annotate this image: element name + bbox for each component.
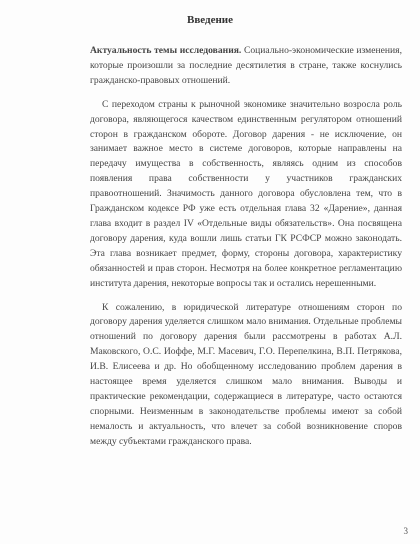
paragraph-relevance <box>90 44 402 89</box>
relevance-lead: Актуальность темы исследования. <box>90 45 242 56</box>
paragraph-literature: К сожалению, в юридической литературе отношениям сторон по договору дарения уделяется слишком мало внимания. Отдельные проблемы отношений по договору дарения были рассмотрены в работах А.Л. Маковского, О.С. Иоффе, М.Г. Масевич, Г.О. Перепелкина, В.П. Петрякова, И.В. Елисеева и др. Но обобщенному исследованию проблем дарения в настоящее время уделяется слишком мало внимания. Выводы и практические рекомендации, содержащиеся в литературе, часто остаются спорными. Неизменным в законодательстве проблемы имеют за собой немалость и актуальность, что влечет за собой возникновение споров между субъектами гражданского права. <box>90 301 402 447</box>
page-title: Введение <box>186 14 234 26</box>
paragraph-market: С переходом страны к рыночной экономике значительно возросла роль договора, являющегося качеством единственным регулятором отношений сторон в гражданском обороте. Договор дарения - не исключение, он занимает важное место в системе договоров, которые направлены на передачу имущества в собственность, являясь одним из способов появления права собственности у участников гражданских правоотношений. Значимость данного договора обусловлена тем, что в Гражданском кодексе РФ уже есть отдельная глава 32 «Дарение», данная глава входит в раздел IV «Отдельные виды обязательств». Она посвящена договору дарения, куда вошли лишь статьи ГК РСФСР можно законодать. Эта глава возникает предмет, форму, стороны договора, характеристику обязанностей и прав сторон. Несмотря на более конкретное регламентацию института дарения, некоторые вопросы так и остались нерешенными. <box>90 98 402 289</box>
document-body <box>90 44 402 459</box>
page-number: 3 <box>403 526 408 536</box>
relevance-text: Социально-экономические изменения, которые произошли за последние десятилетия в стране, также коснулись гражданско-правовых отношений. <box>90 45 402 86</box>
